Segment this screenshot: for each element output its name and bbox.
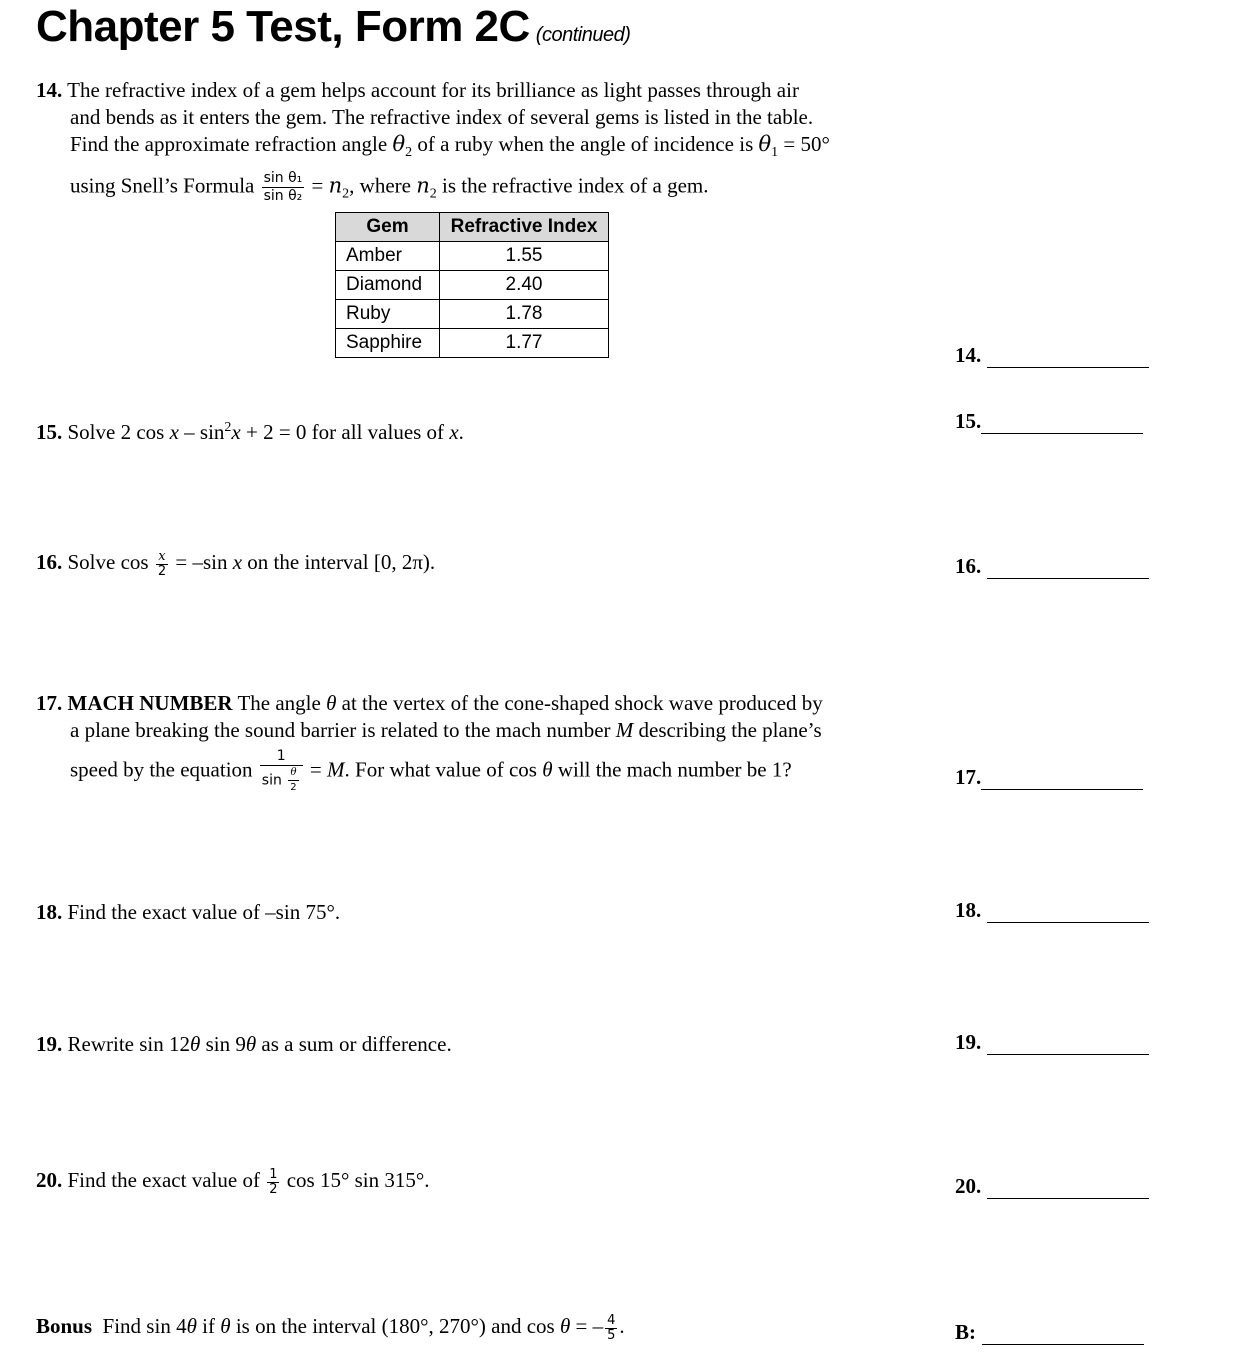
table-row <box>336 300 609 329</box>
gem-name: Sapphire <box>336 329 440 358</box>
question-18 <box>36 899 340 926</box>
bonus-question <box>36 1313 625 1343</box>
q14-theta2: θ <box>392 132 406 156</box>
answer-label: 17. <box>955 765 982 789</box>
q14-line3-a: Find the approximate refraction angle <box>70 132 393 156</box>
bonus-text-e: . <box>619 1314 625 1338</box>
question-17 <box>36 690 823 795</box>
q17-line1-b: at the vertex of the cone-shaped shock wave produced by <box>336 691 823 715</box>
q16-denominator: 2 <box>157 563 167 579</box>
q14-theta1: θ <box>758 132 772 156</box>
mach-inner-fraction <box>288 766 298 795</box>
bonus-text-b: if <box>196 1314 221 1338</box>
q17-line2-b: describing the plane’s <box>633 718 822 742</box>
answer-line[interactable] <box>987 558 1149 579</box>
question-14 <box>36 77 830 208</box>
question-16 <box>36 549 435 579</box>
q14-line2: and bends as it enters the gem. The refractive index of several gems is listed in the table. <box>70 105 814 129</box>
answer-line[interactable] <box>987 902 1149 923</box>
gem-index: 1.77 <box>440 329 609 358</box>
q17-line3-c: . For what value of cos <box>344 757 543 782</box>
mach-inner-numerator: θ <box>288 766 298 781</box>
q19-theta1: θ <box>189 1032 201 1056</box>
snell-denominator: sin θ₂ <box>263 188 303 205</box>
table-row <box>336 271 609 300</box>
q20-denominator: 2 <box>269 1181 278 1197</box>
q17-theta: θ <box>326 691 337 715</box>
q14-line4-c: , where <box>349 173 417 198</box>
q17-label: MACH NUMBER <box>67 691 233 715</box>
q14-sub2: 2 <box>405 145 413 161</box>
answer-label: 16. <box>955 554 982 578</box>
answer-blank-17[interactable] <box>955 765 1143 790</box>
q15-text-b: – sin <box>178 420 225 444</box>
question-19 <box>36 1031 452 1058</box>
column-header-gem: Gem <box>336 213 440 242</box>
q17-line1-a: The angle <box>232 691 327 715</box>
table-header-row <box>336 213 609 242</box>
q14-line3-b: of a ruby when the angle of incidence is <box>412 132 759 156</box>
gem-name: Amber <box>336 242 440 271</box>
answer-label: 20. <box>955 1174 982 1198</box>
q18-text: Find the exact value of –sin 75°. <box>67 900 341 924</box>
gem-name: Ruby <box>336 300 440 329</box>
mach-fraction <box>260 748 303 795</box>
column-header-index: Refractive Index <box>440 213 609 242</box>
bonus-fraction <box>605 1314 617 1343</box>
mach-denominator-sin: sin <box>261 772 287 789</box>
question-number: 17. <box>36 691 63 715</box>
answer-label: 18. <box>955 898 982 922</box>
answer-blank-bonus[interactable] <box>955 1320 1144 1345</box>
q14-line4-d: is the refractive index of a gem. <box>436 173 709 198</box>
answer-label: 19. <box>955 1030 982 1054</box>
answer-blank-15[interactable] <box>955 409 1143 434</box>
bonus-numerator: 4 <box>607 1312 616 1328</box>
q14-n2-b: n <box>416 173 430 198</box>
q17-line2-a: a plane breaking the sound barrier is related to the mach number <box>70 718 616 742</box>
q20-text-b: cos 15° sin 315°. <box>281 1168 430 1192</box>
q16-fraction <box>156 550 168 579</box>
q17-line3-a: speed by the equation <box>70 757 258 782</box>
q16-text-c: on the interval [0, 2π). <box>242 550 436 574</box>
q17-line3-d: will the mach number be 1? <box>552 757 792 782</box>
mach-numerator: 1 <box>260 748 303 766</box>
question-number: 19. <box>36 1032 63 1056</box>
question-number: 20. <box>36 1168 63 1192</box>
gem-table <box>335 212 609 358</box>
snell-numerator: sin θ₁ <box>263 170 303 187</box>
gem-index: 1.78 <box>440 300 609 329</box>
answer-blank-19[interactable] <box>955 1030 1149 1055</box>
q15-text-c: + 2 = 0 for all values of <box>240 420 450 444</box>
bonus-theta2: θ <box>220 1314 231 1338</box>
q16-text-a: Solve cos <box>67 550 154 574</box>
question-number: 14. <box>36 78 63 102</box>
question-number: 18. <box>36 900 63 924</box>
answer-blank-18[interactable] <box>955 898 1149 923</box>
bonus-text-a: Find sin 4 <box>92 1314 187 1338</box>
answer-line[interactable] <box>981 413 1143 434</box>
q15-text-d: . <box>458 420 464 444</box>
q16-numerator: x <box>156 550 168 565</box>
gem-index: 2.40 <box>440 271 609 300</box>
answer-line[interactable] <box>987 1178 1149 1199</box>
q16-x: x <box>232 550 243 574</box>
answer-label: B: <box>955 1320 976 1344</box>
mach-inner-denominator: 2 <box>290 782 297 793</box>
q14-n2-sub: 2 <box>342 186 350 202</box>
q19-text-a: Rewrite sin 12 <box>67 1032 190 1056</box>
q16-text-b: = –sin <box>170 550 233 574</box>
q17-M: M <box>615 718 634 742</box>
q19-theta2: θ <box>245 1032 257 1056</box>
q14-n2-sub-b: 2 <box>429 186 437 202</box>
q15-x2: x <box>231 420 241 444</box>
answer-blank-20[interactable] <box>955 1174 1149 1199</box>
q20-numerator: 1 <box>269 1166 278 1182</box>
table-row <box>336 242 609 271</box>
bonus-text-d: = – <box>570 1314 604 1338</box>
question-20 <box>36 1167 430 1197</box>
bonus-label: Bonus <box>36 1314 93 1338</box>
answer-label: 15. <box>955 409 982 433</box>
bonus-theta1: θ <box>186 1314 197 1338</box>
q20-text-a: Find the exact value of <box>67 1168 266 1192</box>
q15-x1: x <box>169 420 179 444</box>
q19-text-b: sin 9 <box>200 1032 246 1056</box>
title-subtitle: (continued) <box>535 24 631 46</box>
question-15 <box>36 414 464 446</box>
title-text: Chapter 5 Test, Form 2C <box>36 2 530 51</box>
bonus-theta3: θ <box>559 1314 571 1338</box>
q14-sub1: 1 <box>771 145 779 161</box>
q14-line1: The refractive index of a gem helps account for its brilliance as light passes through air <box>67 78 799 102</box>
question-number: 16. <box>36 550 63 574</box>
page-title <box>36 2 630 52</box>
answer-blank-16[interactable] <box>955 554 1149 579</box>
answer-blank-14[interactable] <box>955 343 1149 368</box>
gem-index: 1.55 <box>440 242 609 271</box>
q14-line4-a: using Snell’s Formula <box>70 173 260 198</box>
snell-fraction <box>262 170 305 205</box>
bonus-text-c: is on the interval (180°, 270°) and cos <box>230 1314 560 1338</box>
q14-n2: n <box>328 173 343 198</box>
answer-line[interactable] <box>987 347 1149 368</box>
q20-fraction <box>267 1168 279 1197</box>
q15-x3: x <box>449 420 459 444</box>
q17-M2: M <box>327 757 345 782</box>
gem-name: Diamond <box>336 271 440 300</box>
answer-line[interactable] <box>981 769 1143 790</box>
q17-theta2: θ <box>542 757 553 782</box>
bonus-denominator: 5 <box>607 1327 616 1343</box>
answer-label: 14. <box>955 343 982 367</box>
table-row <box>336 329 609 358</box>
answer-line[interactable] <box>982 1324 1144 1345</box>
q15-sup: 2 <box>224 420 232 435</box>
q14-line4-b: = <box>306 173 329 198</box>
q17-line3-b: = <box>304 757 328 782</box>
q19-text-c: as a sum or difference. <box>256 1032 452 1056</box>
q14-line3-c: = 50° <box>778 132 830 156</box>
answer-line[interactable] <box>987 1034 1149 1055</box>
question-number: 15. <box>36 420 63 444</box>
q15-text-a: Solve 2 cos <box>67 420 170 444</box>
